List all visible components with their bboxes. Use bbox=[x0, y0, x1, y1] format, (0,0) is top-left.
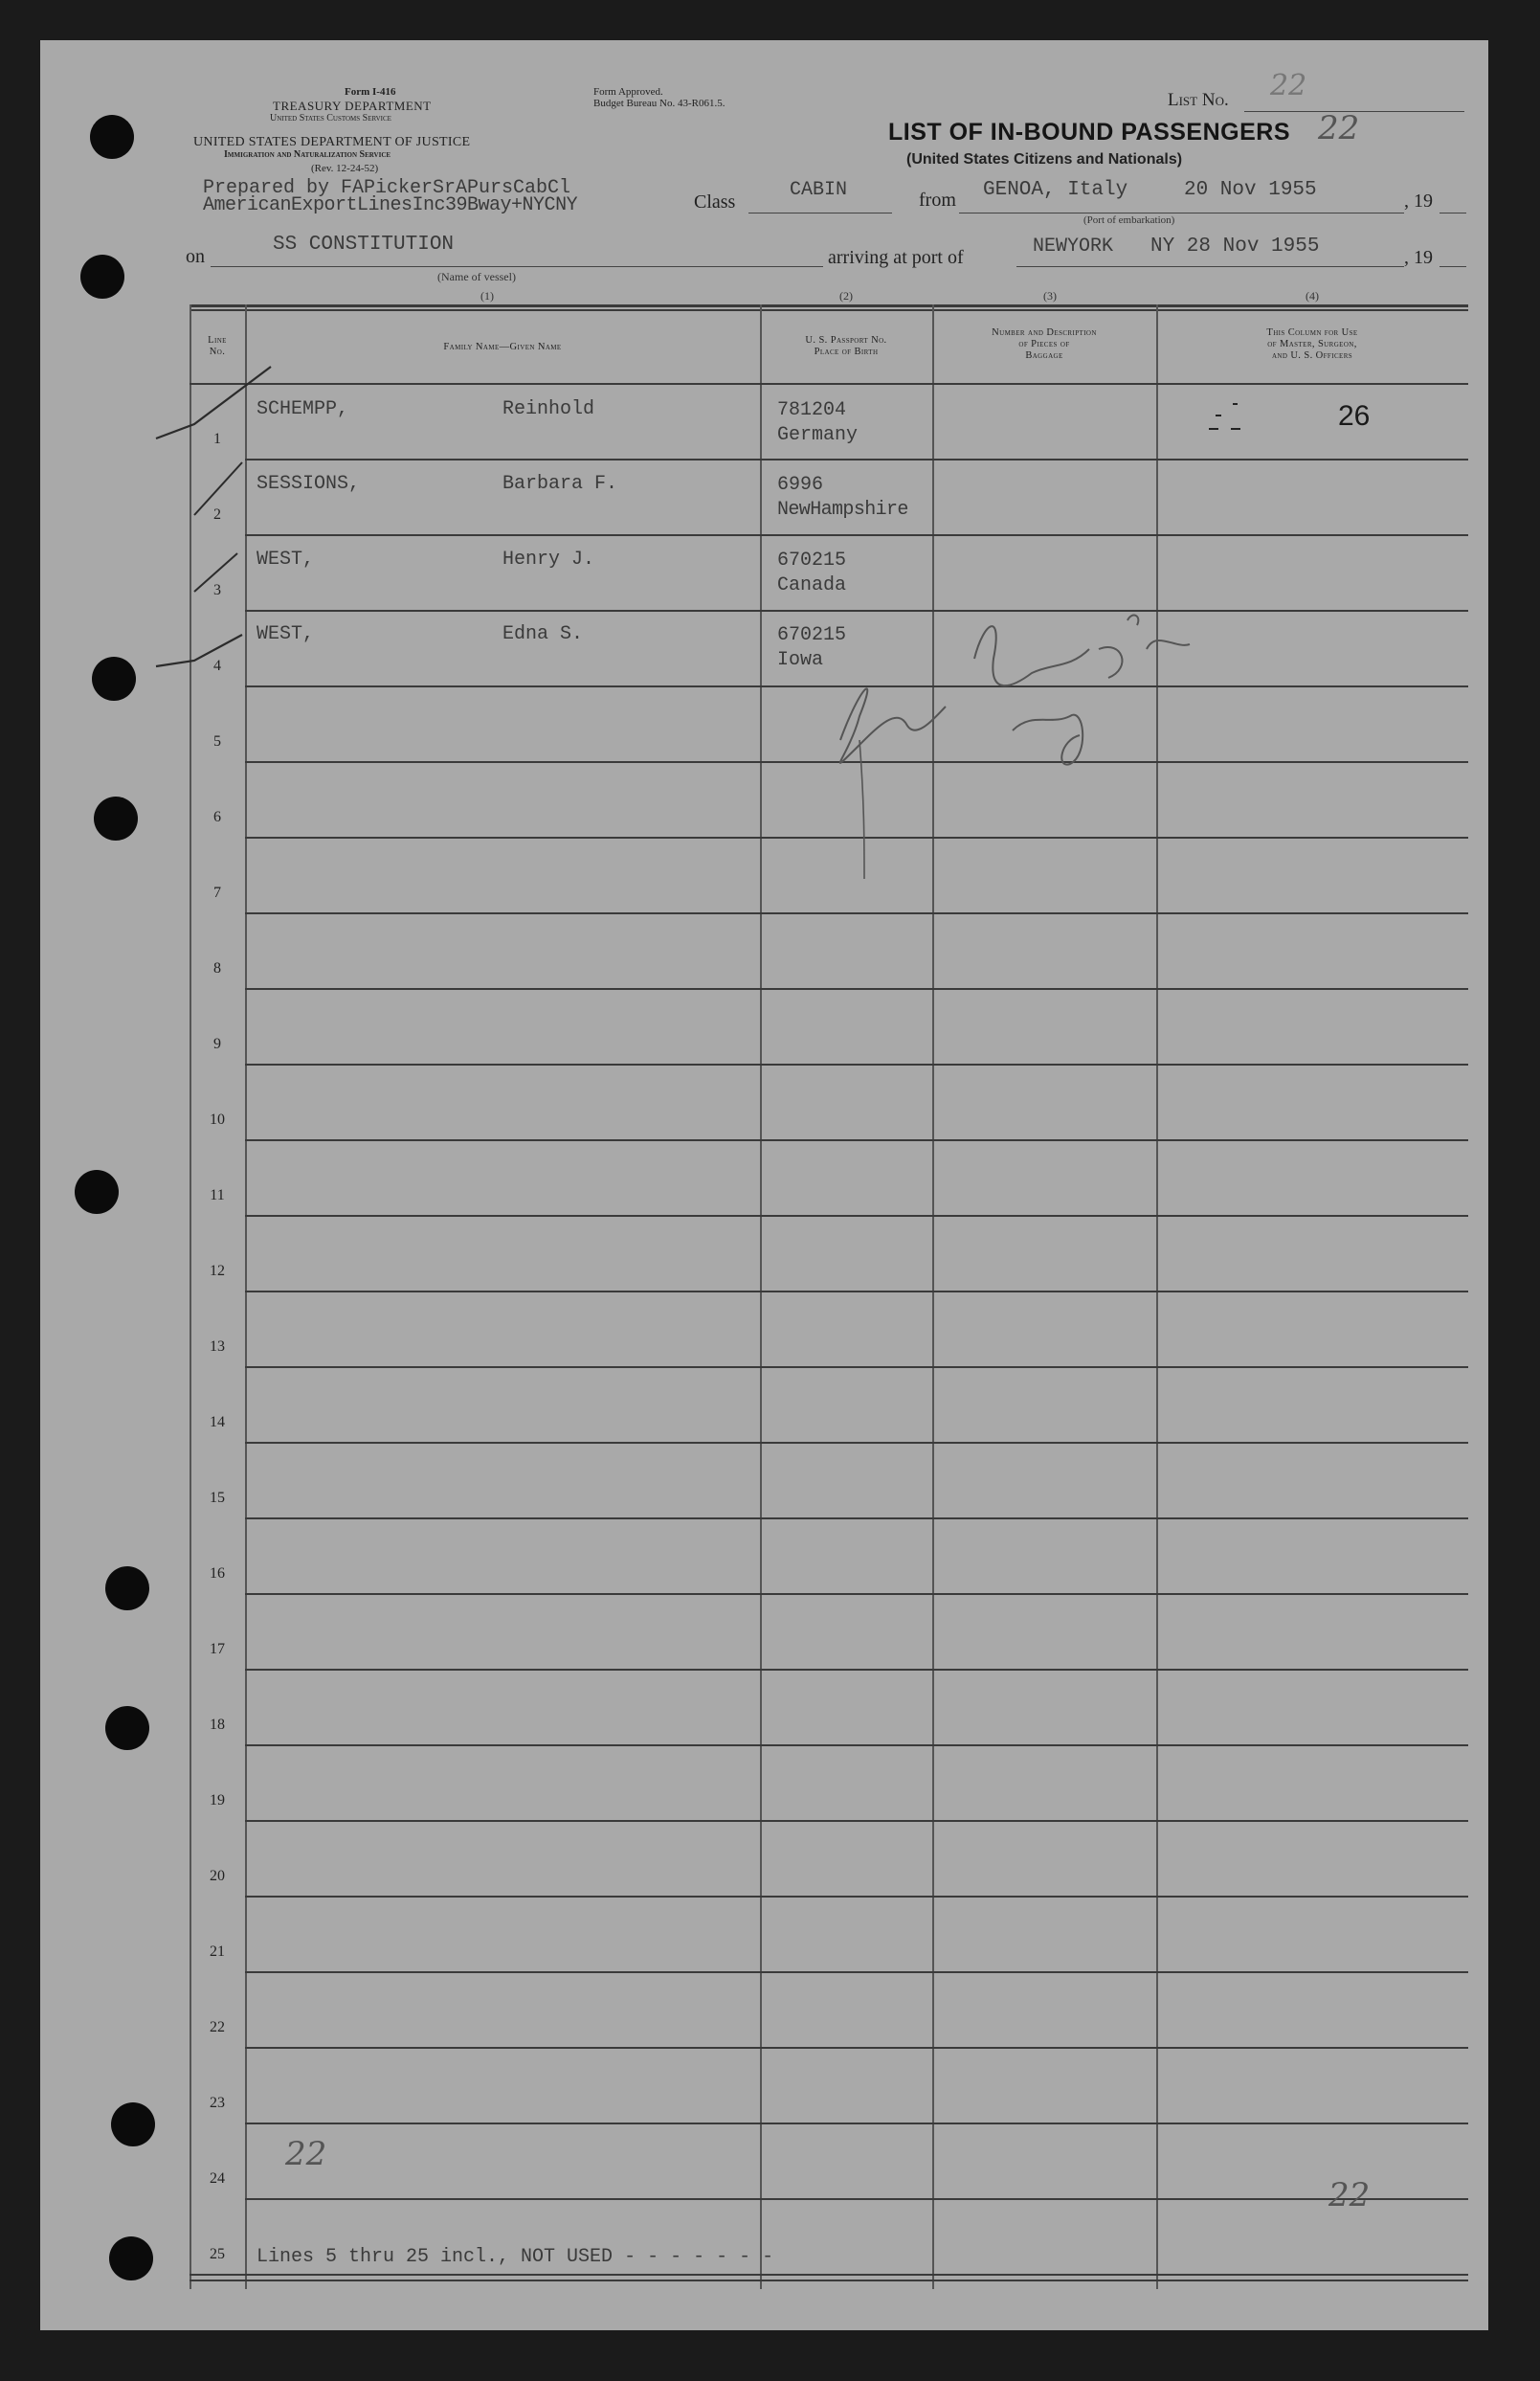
line-number: 24 bbox=[210, 2170, 225, 2187]
line-number: 16 bbox=[210, 1565, 225, 1582]
not-used-note: Lines 5 thru 25 incl., NOT USED - - - - - - - bbox=[257, 2246, 774, 2268]
punch-hole bbox=[80, 255, 124, 299]
passenger-table bbox=[190, 304, 1468, 2289]
family-name: WEST, bbox=[257, 623, 315, 645]
given-name: Reinhold bbox=[502, 398, 595, 420]
page-title: LIST OF IN-BOUND PASSENGERS bbox=[888, 119, 1291, 146]
line-number: 12 bbox=[210, 1263, 225, 1279]
line-number: 4 bbox=[213, 658, 221, 674]
header-officers: This Column for Use of Master, Surgeon, and U. S. Officers bbox=[1266, 327, 1358, 361]
family-name: WEST, bbox=[257, 549, 315, 571]
vessel-caption: (Name of vessel) bbox=[437, 270, 516, 283]
vessel-name: SS CONSTITUTION bbox=[273, 234, 455, 256]
from-date: 20 Nov 1955 bbox=[1184, 179, 1317, 201]
passport-no: 781204 bbox=[777, 399, 847, 421]
officer-note: 26 bbox=[1338, 400, 1371, 432]
punch-hole bbox=[109, 2236, 153, 2280]
line-number: 20 bbox=[210, 1868, 225, 1884]
passport-no: 670215 bbox=[777, 550, 847, 572]
footer-left-mark: 22 bbox=[285, 2135, 327, 2173]
line-number: 25 bbox=[210, 2246, 225, 2262]
year-suffix-2: , 19 bbox=[1404, 247, 1433, 268]
justice-dept: UNITED STATES DEPARTMENT OF JUSTICE bbox=[193, 135, 471, 149]
from-port: GENOA, Italy bbox=[983, 179, 1128, 201]
prepared-by-line2: AmericanExportLinesInc39Bway+NYCNY bbox=[203, 194, 578, 216]
approval-1: Form Approved. bbox=[593, 86, 663, 98]
revision: (Rev. 12-24-52) bbox=[311, 163, 379, 174]
birthplace: NewHampshire bbox=[777, 499, 908, 521]
manifest-sheet bbox=[40, 40, 1488, 2330]
col-num-2: (2) bbox=[839, 289, 853, 303]
prepared-by-line1: Prepared by FAPickerSrAPursCabCl bbox=[203, 177, 571, 199]
line-number: 19 bbox=[210, 1792, 225, 1808]
list-no-label: List No. bbox=[1168, 90, 1229, 110]
line-number: 15 bbox=[210, 1490, 225, 1506]
customs-service: United States Customs Service bbox=[270, 113, 391, 124]
year-suffix-1: , 19 bbox=[1404, 191, 1433, 212]
arriving-label: arriving at port of bbox=[828, 247, 964, 268]
col-num-1: (1) bbox=[480, 289, 494, 303]
given-name: Edna S. bbox=[502, 623, 584, 645]
family-name: SESSIONS, bbox=[257, 473, 361, 495]
line-number: 18 bbox=[210, 1717, 225, 1733]
arrival-port: NEWYORK bbox=[1033, 236, 1114, 258]
footer-right-mark: 22 bbox=[1328, 2176, 1371, 2214]
line-number: 11 bbox=[210, 1187, 225, 1203]
line-number: 17 bbox=[210, 1641, 225, 1657]
class-label: Class bbox=[694, 191, 736, 213]
punch-hole bbox=[111, 2102, 155, 2146]
line-number: 5 bbox=[213, 733, 221, 750]
line-number: 14 bbox=[210, 1414, 225, 1430]
line-number: 7 bbox=[213, 885, 221, 901]
line-number: 6 bbox=[213, 809, 221, 825]
family-name: SCHEMPP, bbox=[257, 398, 349, 420]
punch-hole bbox=[105, 1706, 149, 1750]
birthplace: Canada bbox=[777, 574, 847, 596]
passport-no: 6996 bbox=[777, 474, 824, 496]
approval-2: Budget Bureau No. 43-R061.5. bbox=[593, 98, 725, 109]
line-number: 9 bbox=[213, 1036, 221, 1052]
punch-hole bbox=[90, 115, 134, 159]
header-passport: U. S. Passport No. Place of Birth bbox=[805, 335, 887, 357]
list-no-mark: 22 bbox=[1318, 109, 1360, 147]
treasury-dept: TREASURY DEPARTMENT bbox=[273, 99, 432, 113]
line-number: 10 bbox=[210, 1112, 225, 1128]
punch-hole bbox=[75, 1170, 119, 1214]
on-label: on bbox=[186, 246, 205, 267]
from-label: from bbox=[919, 190, 956, 211]
arrival-date: NY 28 Nov 1955 bbox=[1150, 236, 1320, 258]
class-value: CABIN bbox=[790, 179, 848, 201]
ins-service: Immigration and Naturalization Service bbox=[224, 149, 391, 160]
form-number: Form I-416 bbox=[345, 86, 396, 98]
birthplace: Germany bbox=[777, 424, 859, 446]
line-number: 23 bbox=[210, 2095, 225, 2111]
header-line-no: Line No. bbox=[208, 335, 227, 357]
col-num-4: (4) bbox=[1306, 289, 1319, 303]
list-no-value: 22 bbox=[1270, 69, 1307, 102]
punch-hole bbox=[94, 797, 138, 841]
birthplace: Iowa bbox=[777, 649, 824, 671]
header-name: Family Name—Given Name bbox=[443, 342, 562, 352]
line-number: 8 bbox=[213, 960, 221, 977]
line-number: 22 bbox=[210, 2019, 225, 2035]
line-number: 2 bbox=[213, 506, 221, 523]
punch-hole bbox=[105, 1566, 149, 1610]
line-number: 1 bbox=[213, 431, 221, 447]
passport-no: 670215 bbox=[777, 624, 847, 646]
given-name: Henry J. bbox=[502, 549, 595, 571]
line-number: 21 bbox=[210, 1943, 225, 1960]
handwriting-marks bbox=[190, 304, 1468, 2289]
header-baggage: Number and Description of Pieces of Baggage bbox=[992, 327, 1097, 361]
port-caption: (Port of embarkation) bbox=[1083, 214, 1175, 226]
line-number: 3 bbox=[213, 582, 221, 598]
page-subtitle: (United States Citizens and Nationals) bbox=[906, 151, 1183, 168]
punch-hole bbox=[92, 657, 136, 701]
col-num-3: (3) bbox=[1043, 289, 1057, 303]
line-number: 13 bbox=[210, 1338, 225, 1355]
given-name: Barbara F. bbox=[502, 473, 618, 495]
